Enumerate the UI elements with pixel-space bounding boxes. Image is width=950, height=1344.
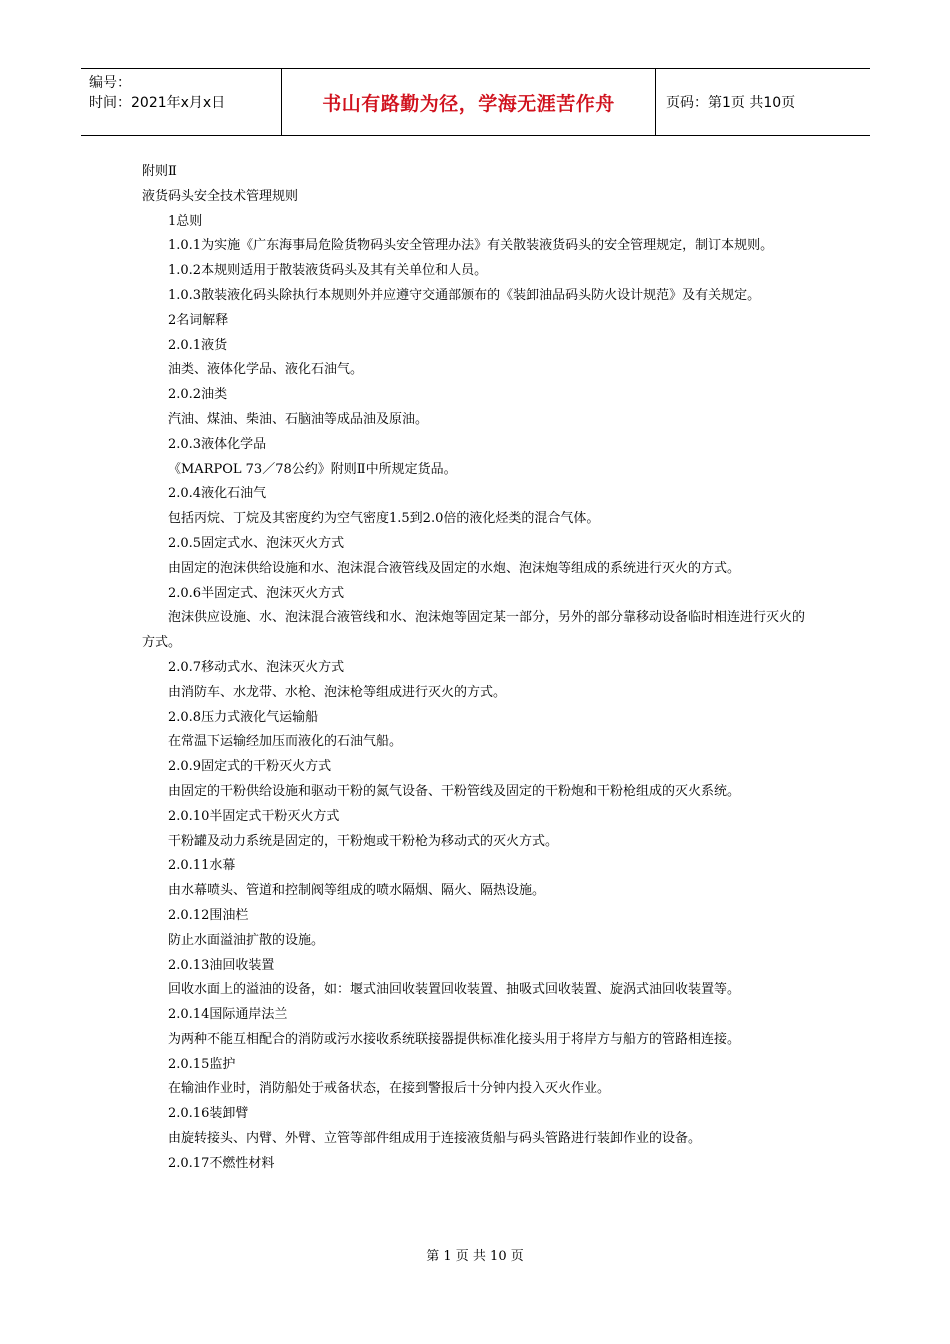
document-line: 2.0.11水幕 [168, 858, 236, 874]
document-line: 在输油作业时，消防船处于戒备状态，在接到警报后十分钟内投入灭火作业。 [168, 1081, 611, 1097]
header-motto: 书山有路勤为径，学海无涯苦作舟 [282, 69, 656, 135]
document-line: 2.0.16装卸臂 [168, 1106, 249, 1122]
document-line: 2.0.5固定式水、泡沫灭火方式 [168, 535, 345, 551]
document-line: 2.0.2油类 [168, 387, 228, 403]
document-line: 2.0.13油回收装置 [168, 957, 275, 973]
document-number-label: 编号： [89, 75, 131, 91]
document-line: 泡沫供应设施、水、泡沫混合液管线和水、泡沫炮等固定某一部分，另外的部分靠移动设备临时相连进行灭火的方式。 [142, 610, 806, 651]
document-line: 由固定的泡沫供给设施和水、泡沫混合液管线及固定的水炮、泡沫炮等组成的系统进行灭火的方式。 [168, 560, 741, 576]
document-line: 1.0.2本规则适用于散装液货码头及其有关单位和人员。 [168, 263, 488, 279]
document-line: 2.0.9固定式的干粉灭火方式 [168, 759, 332, 775]
header-meta [81, 69, 282, 135]
document-line: 防止水面溢油扩散的设施。 [168, 932, 325, 948]
document-line: 在常温下运输经加压而液化的石油气船。 [168, 734, 403, 750]
document-line: 2.0.6半固定式、泡沫灭火方式 [168, 585, 345, 601]
page-footer: 第 1 页 共 10 页 [426, 1249, 524, 1264]
document-line: 2.0.8压力式液化气运输船 [168, 709, 319, 725]
document-date: 时间：2021年x月x日 [89, 95, 226, 111]
document-line: 汽油、煤油、柴油、石脑油等成品油及原油。 [168, 411, 429, 427]
document-line: 由旋转接头、内臂、外臂、立管等部件组成用于连接液货船与码头管路进行装卸作业的设备。 [168, 1131, 702, 1147]
document-line: 2.0.1液货 [168, 337, 228, 353]
document-line: 由固定的干粉供给设施和驱动干粉的氮气设备、干粉管线及固定的干粉炮和干粉枪组成的灭火系统。 [168, 783, 741, 799]
document-line: 液货码头安全技术管理规则 [142, 188, 299, 204]
document-line: 1总则 [168, 213, 203, 229]
document-line: 2.0.12围油栏 [168, 907, 249, 923]
document-line: 2.0.15监护 [168, 1056, 236, 1072]
document-line: 2.0.4液化石油气 [168, 486, 267, 502]
header-page-info: 页码：第1页 共10页 [666, 95, 796, 111]
document-line: 2.0.10半固定式干粉灭火方式 [168, 808, 340, 824]
document-body [142, 160, 810, 1177]
document-line: 2.0.17不燃性材料 [168, 1155, 275, 1171]
document-line: 为两种不能互相配合的消防或污水接收系统联接器提供标准化接头用于将岸方与船方的管路相连接。 [168, 1031, 741, 1047]
document-line: 附则Ⅱ [142, 164, 177, 179]
document-line: 包括丙烷、丁烷及其密度约为空气密度1.5到2.0倍的液化烃类的混合气体。 [168, 511, 600, 527]
document-line: 2名词解释 [168, 312, 229, 328]
document-line: 由水幕喷头、管道和控制阀等组成的喷水隔烟、隔火、隔热设施。 [168, 883, 546, 899]
document-line: 1.0.1为实施《广东海事局危险货物码头安全管理办法》有关散装液货码头的安全管理规定，制订本规则。 [168, 238, 774, 254]
document-line: 2.0.14国际通岸法兰 [168, 1007, 288, 1023]
document-line: 由消防车、水龙带、水枪、泡沫枪等组成进行灭火的方式。 [168, 684, 507, 700]
document-line: 1.0.3散装液化码头除执行本规则外并应遵守交通部颁布的《装卸油品码头防火设计规范》及有关规定。 [168, 287, 761, 303]
document-line: 回收水面上的溢油的设备，如：堰式油回收装置回收装置、抽吸式回收装置、旋涡式油回收装置等。 [168, 982, 741, 998]
document-line: 油类、液体化学品、液化石油气。 [168, 362, 364, 378]
document-line: 2.0.3液体化学品 [168, 436, 267, 452]
page-header [81, 68, 870, 136]
document-line: 干粉罐及动力系统是固定的，干粉炮或干粉枪为移动式的灭火方式。 [168, 833, 559, 849]
document-line: 《MARPOL 73／78公约》附则Ⅱ中所规定货品。 [168, 461, 457, 477]
document-line: 2.0.7移动式水、泡沫灭火方式 [168, 659, 345, 675]
